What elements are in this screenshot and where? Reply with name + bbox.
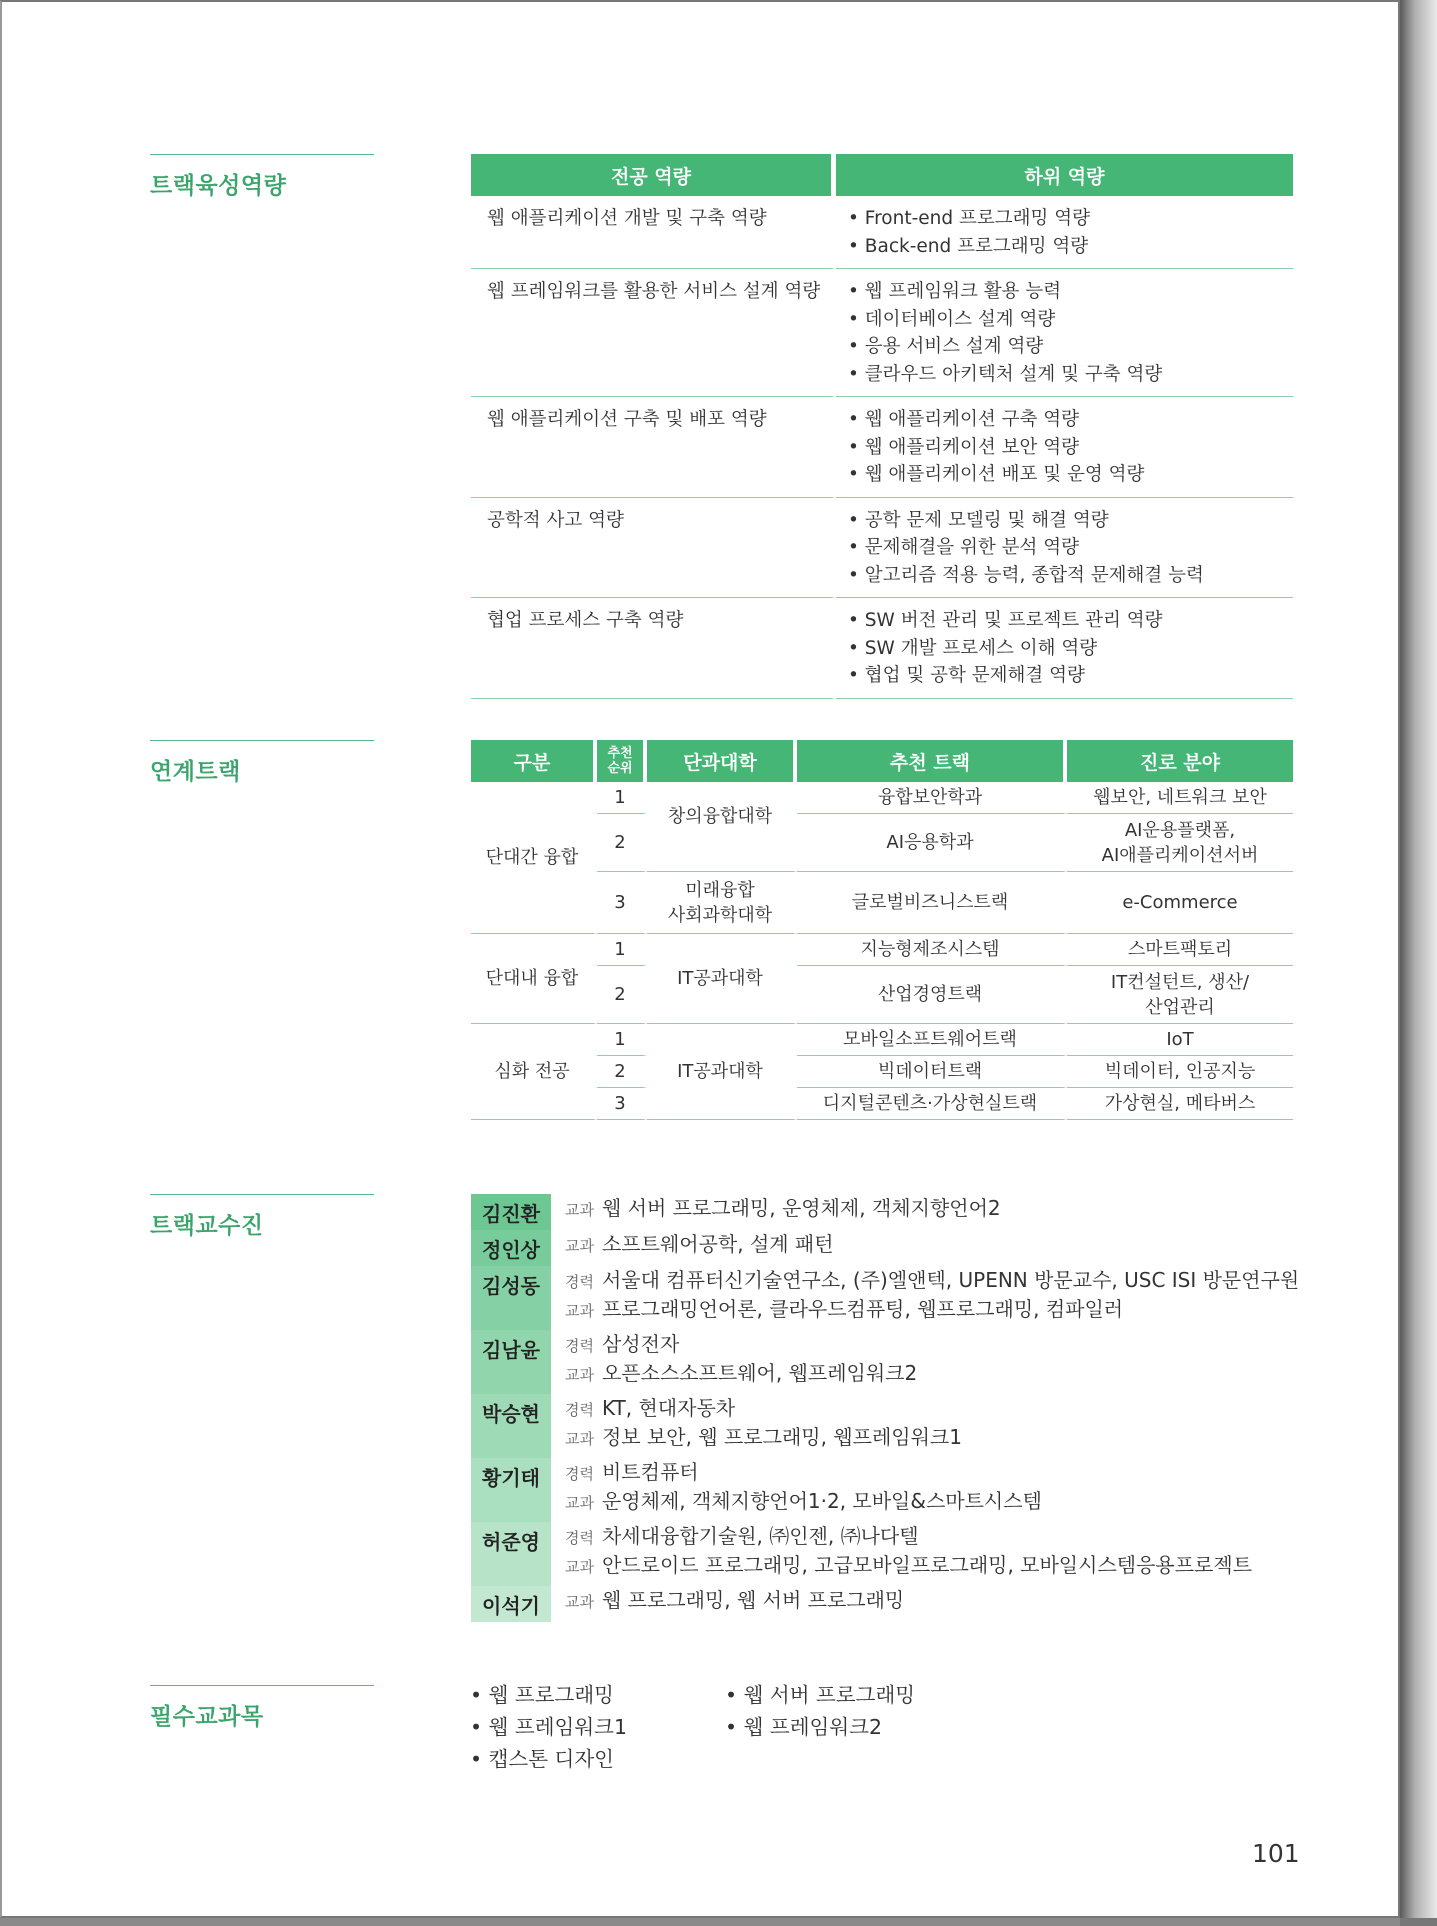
- career-cell: 스마트팩토리: [1067, 934, 1293, 966]
- competency-table: [471, 154, 1293, 699]
- faculty-name: 이석기: [471, 1586, 551, 1622]
- career-cell: IoT: [1067, 1024, 1293, 1056]
- college-cell: [647, 872, 797, 934]
- college-line: 미래융합: [685, 879, 755, 901]
- list-item: • 웹 프레임워크1: [470, 1710, 627, 1740]
- detail-tag: 경력: [565, 1337, 594, 1355]
- faculty-detail-line: [565, 1295, 1299, 1324]
- faculty-row: [471, 1522, 1291, 1586]
- major-competency: 웹 애플리케이션 구축 및 배포 역량: [471, 397, 836, 498]
- faculty-name: 김진환: [471, 1194, 551, 1230]
- detail-tag: 경력: [565, 1273, 594, 1291]
- track-cell: 모바일소프트웨어트랙: [797, 1024, 1067, 1056]
- detail-text: 삼성전자: [601, 1332, 680, 1356]
- major-competency: 공학적 사고 역량: [471, 498, 836, 599]
- faculty-details: [551, 1230, 834, 1266]
- faculty-row: [471, 1458, 1291, 1522]
- career-line: AI운용플랫폼,: [1124, 819, 1236, 841]
- career-cell: e-Commerce: [1067, 872, 1293, 934]
- list-item: • 공학 문제 모델링 및 해결 역량: [848, 507, 1293, 535]
- table-row: [471, 598, 1293, 699]
- list-item: • 웹 프로그래밍: [470, 1678, 614, 1708]
- track-cell: 융합보안학과: [797, 782, 1067, 814]
- rank-cell: 2: [597, 814, 647, 872]
- faculty-details: [551, 1330, 917, 1394]
- faculty-detail-line: [565, 1586, 904, 1615]
- section-title-required-courses: 필수교과목: [150, 1685, 374, 1731]
- detail-text: 서울대 컴퓨터신기술연구소, (주)엘앤텍, UPENN 방문교수, USC ISI 방문연구원: [601, 1268, 1300, 1292]
- college-cell: IT공과대학: [647, 1024, 797, 1120]
- detail-text: 차세대융합기술원, ㈜인젠, ㈜나다텔: [601, 1524, 919, 1548]
- faculty-list: [471, 1194, 1300, 1622]
- list-item: • Front-end 프로그래밍 역량: [848, 205, 1293, 233]
- section-title-faculty: 트랙교수진: [150, 1194, 374, 1240]
- header-sub-competency: 하위 역량: [836, 154, 1293, 196]
- group-advanced-major: 심화 전공: [471, 1024, 597, 1120]
- table-row: [471, 498, 1293, 599]
- list-item: • 데이터베이스 설계 역량: [848, 306, 1293, 334]
- detail-text: 운영체제, 객체지향언어1·2, 모바일&스마트시스템: [601, 1489, 1042, 1513]
- detail-text: 오픈소스소프트웨어, 웹프레임워크2: [601, 1361, 918, 1385]
- faculty-name: 김남윤: [471, 1330, 551, 1394]
- list-item: • 알고리즘 적용 능력, 종합적 문제해결 능력: [848, 562, 1293, 590]
- list-item: • 클라우드 아키텍처 설계 및 구축 역량: [848, 361, 1293, 389]
- list-item: • Back-end 프로그래밍 역량: [848, 233, 1293, 261]
- section-title-linked-track: 연계트랙: [150, 740, 374, 786]
- detail-tag: 경력: [565, 1465, 594, 1483]
- list-item: • 웹 프레임워크 활용 능력: [848, 278, 1293, 306]
- rank-cell: 1: [597, 782, 647, 814]
- detail-tag: 교과: [565, 1558, 594, 1576]
- major-competency: 웹 프레임워크를 활용한 서비스 설계 역량: [471, 269, 836, 397]
- track-cell: 지능형제조시스템: [797, 934, 1067, 966]
- sub-competency-list: [836, 196, 1293, 269]
- faculty-detail-line: [565, 1230, 834, 1259]
- faculty-detail-line: [565, 1359, 917, 1388]
- group-inter-college: 단대간 융합: [471, 782, 597, 934]
- career-line: 산업관리: [1145, 996, 1215, 1018]
- detail-tag: 교과: [565, 1237, 594, 1255]
- faculty-name: 김성동: [471, 1266, 551, 1330]
- faculty-name: 정인상: [471, 1230, 551, 1266]
- table-row: [471, 1024, 1293, 1056]
- detail-tag: 경력: [565, 1401, 594, 1419]
- table-row: [471, 397, 1293, 498]
- career-cell: [1067, 814, 1293, 872]
- faculty-row: [471, 1586, 1291, 1622]
- faculty-row: [471, 1194, 1291, 1230]
- header-rank: [597, 740, 647, 782]
- college-cell: IT공과대학: [647, 934, 797, 1024]
- detail-tag: 경력: [565, 1529, 594, 1547]
- faculty-details: [551, 1458, 1042, 1522]
- header-rank-bottom: 순위: [607, 761, 633, 776]
- rank-cell: 3: [597, 872, 647, 934]
- faculty-detail-line: [565, 1423, 962, 1452]
- track-cell: AI응용학과: [797, 814, 1067, 872]
- rank-cell: 1: [597, 1024, 647, 1056]
- table-row: [471, 934, 1293, 966]
- faculty-row: [471, 1394, 1291, 1458]
- career-line: IT컨설턴트, 생산/: [1110, 971, 1250, 993]
- header-category: 구분: [471, 740, 597, 782]
- detail-tag: 교과: [565, 1494, 594, 1512]
- track-cell: 글로벌비즈니스트랙: [797, 872, 1067, 934]
- linked-track-table: [471, 740, 1293, 1120]
- college-cell: 창의융합대학: [647, 782, 797, 872]
- list-item: • 웹 애플리케이션 구축 역량: [848, 406, 1293, 434]
- faculty-detail-line: [565, 1458, 1042, 1487]
- faculty-name: 허준영: [471, 1522, 551, 1586]
- major-competency: 웹 애플리케이션 개발 및 구축 역량: [471, 196, 836, 269]
- sub-competency-list: [836, 498, 1293, 599]
- rank-cell: 2: [597, 1056, 647, 1088]
- faculty-details: [551, 1394, 962, 1458]
- sub-competency-list: [836, 269, 1293, 397]
- track-cell: 산업경영트랙: [797, 966, 1067, 1024]
- faculty-name: 박승현: [471, 1394, 551, 1458]
- college-line: 사회과학대학: [667, 904, 773, 926]
- rank-cell: 2: [597, 966, 647, 1024]
- career-line: AI애플리케이션서버: [1101, 844, 1259, 866]
- list-item: • SW 버전 관리 및 프로젝트 관리 역량: [848, 607, 1293, 635]
- track-cell: 빅데이터트랙: [797, 1056, 1067, 1088]
- detail-tag: 교과: [565, 1302, 594, 1320]
- list-item: • 웹 애플리케이션 배포 및 운영 역량: [848, 461, 1293, 489]
- detail-text: 소프트웨어공학, 설계 패턴: [601, 1232, 834, 1256]
- header-college: 단과대학: [647, 740, 797, 782]
- list-item: • 협업 및 공학 문제해결 역량: [848, 662, 1293, 690]
- header-rank-top: 추천: [607, 746, 633, 761]
- table-row: [471, 269, 1293, 397]
- table-row: [471, 782, 1293, 814]
- faculty-details: [551, 1194, 1001, 1230]
- rank-cell: 3: [597, 1088, 647, 1120]
- list-item: • 웹 프레임워크2: [725, 1710, 882, 1740]
- header-major-competency: 전공 역량: [471, 154, 836, 196]
- career-cell: 가상현실, 메타버스: [1067, 1088, 1293, 1120]
- career-cell: [1067, 966, 1293, 1024]
- page-edge-bottom: [1400, 1918, 1437, 1926]
- header-career: 진로 분야: [1067, 740, 1293, 782]
- list-item: • 캡스톤 디자인: [470, 1742, 614, 1772]
- track-cell: 디지털콘텐츠·가상현실트랙: [797, 1088, 1067, 1120]
- major-competency: 협업 프로세스 구축 역량: [471, 598, 836, 699]
- detail-tag: 교과: [565, 1593, 594, 1611]
- page-number: 101: [1252, 1839, 1300, 1868]
- detail-tag: 교과: [565, 1201, 594, 1219]
- faculty-row: [471, 1230, 1291, 1266]
- career-cell: 웹보안, 네트워크 보안: [1067, 782, 1293, 814]
- page-edge-shadow: [1400, 0, 1437, 1926]
- faculty-detail-line: [565, 1487, 1042, 1516]
- faculty-detail-line: [565, 1551, 1252, 1580]
- detail-tag: 교과: [565, 1430, 594, 1448]
- header-track: 추천 트랙: [797, 740, 1067, 782]
- sub-competency-list: [836, 598, 1293, 699]
- rank-cell: 1: [597, 934, 647, 966]
- faculty-detail-line: [565, 1394, 962, 1423]
- faculty-detail-line: [565, 1522, 1252, 1551]
- faculty-detail-line: [565, 1266, 1299, 1295]
- table-row: [471, 196, 1293, 269]
- list-item: • 문제해결을 위한 분석 역량: [848, 534, 1293, 562]
- section-title-competency: 트랙육성역량: [150, 154, 374, 200]
- list-item: • 웹 애플리케이션 보안 역량: [848, 434, 1293, 462]
- detail-tag: 교과: [565, 1366, 594, 1384]
- detail-text: KT, 현대자동차: [601, 1396, 736, 1420]
- detail-text: 프로그래밍언어론, 클라우드컴퓨팅, 웹프로그래밍, 컴파일러: [601, 1297, 1124, 1321]
- faculty-details: [551, 1522, 1252, 1586]
- career-cell: 빅데이터, 인공지능: [1067, 1056, 1293, 1088]
- sub-competency-list: [836, 397, 1293, 498]
- detail-text: 웹 프로그래밍, 웹 서버 프로그래밍: [601, 1588, 905, 1612]
- detail-text: 정보 보안, 웹 프로그래밍, 웹프레임워크1: [601, 1425, 962, 1449]
- faculty-details: [551, 1266, 1299, 1330]
- faculty-detail-line: [565, 1330, 917, 1359]
- faculty-row: [471, 1330, 1291, 1394]
- faculty-detail-line: [565, 1194, 1001, 1223]
- group-intra-college: 단대내 융합: [471, 934, 597, 1024]
- faculty-row: [471, 1266, 1300, 1330]
- list-item: • 응용 서비스 설계 역량: [848, 333, 1293, 361]
- detail-text: 안드로이드 프로그래밍, 고급모바일프로그래밍, 모바일시스템응용프로젝트: [601, 1553, 1253, 1577]
- list-item: • 웹 서버 프로그래밍: [725, 1678, 915, 1708]
- list-item: • SW 개발 프로세스 이해 역량: [848, 635, 1293, 663]
- detail-text: 웹 서버 프로그래밍, 운영체제, 객체지향언어2: [601, 1196, 1001, 1220]
- faculty-details: [551, 1586, 904, 1622]
- faculty-name: 황기태: [471, 1458, 551, 1522]
- detail-text: 비트컴퓨터: [601, 1460, 699, 1484]
